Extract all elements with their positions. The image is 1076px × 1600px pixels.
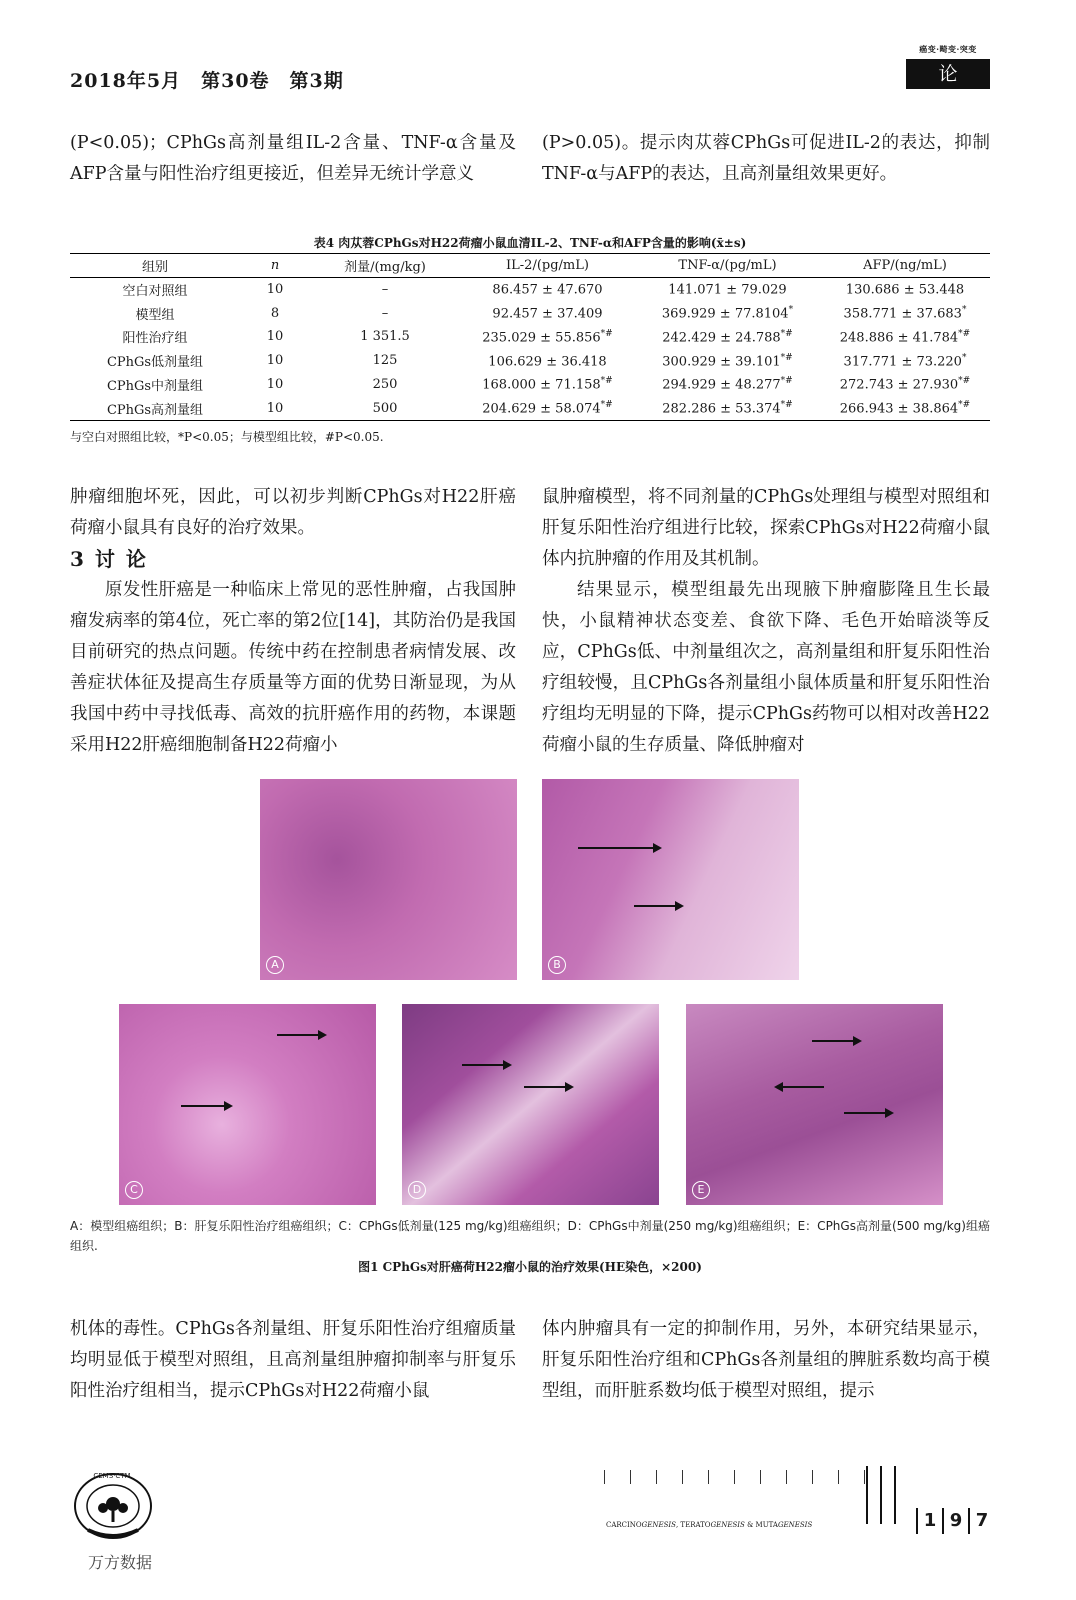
table-cell: 1 351.5 <box>360 329 410 345</box>
table-cell: 86.457 ± 47.670 <box>492 282 603 298</box>
journal-keywords: 癌变·畸变·突变 <box>919 44 977 54</box>
table-cell: 8 <box>270 305 280 321</box>
table-cell: 358.771 ± 37.683* <box>843 305 967 322</box>
micrograph-panel-a <box>260 779 517 980</box>
figure-caption: 图1 CPhGs对肝癌荷H22瘤小鼠的治疗效果(HE染色，×200) <box>358 1260 702 1274</box>
micrograph-panel-c <box>119 1004 376 1205</box>
table-body <box>70 278 990 421</box>
table-cell: 248.886 ± 41.784*# <box>839 328 971 346</box>
table-row <box>70 301 990 325</box>
table-cell: 282.286 ± 53.374*# <box>635 396 820 420</box>
panel-label: B <box>548 956 566 974</box>
arrow-marker <box>462 1064 510 1066</box>
table-cell: 模型组 <box>135 307 175 323</box>
table-cell: 266.943 ± 38.864*# <box>820 396 990 420</box>
column-header: AFP/(ng/mL) <box>820 254 990 278</box>
paragraph: 机体的毒性。CPhGs各剂量组、肝复乐阳性治疗组瘤质量均明显低于模型对照组，且高剂量组肿瘤抑制率与肝复乐阳性治疗组相当，提示CPhGs对H22荷瘤小鼠 <box>70 1319 516 1401</box>
table-cell: 300.929 ± 39.101*# <box>662 352 793 369</box>
top-right-column <box>542 128 990 190</box>
table-cell: 106.629 ± 36.418 <box>488 353 607 369</box>
table-cell: – <box>381 282 389 298</box>
table-header-row <box>70 254 990 278</box>
table-cell: 92.457 ± 37.409 <box>492 306 603 322</box>
table-cell: 10 <box>266 353 284 369</box>
table-cell: 317.771 ± 73.220* <box>843 352 967 369</box>
table-row <box>70 325 990 349</box>
table-footnote: 与空白对照组比较，*P<0.05；与模型组比较，#P<0.05. <box>70 430 384 444</box>
table-cell: 130.686 ± 53.448 <box>845 282 965 298</box>
table-cell: 500 <box>310 396 460 420</box>
column-header: 组别 <box>70 254 240 278</box>
page-digit: 9 <box>942 1508 968 1534</box>
paragraph: 结果显示，模型组最先出现腋下肿瘤膨隆且生长最快，小鼠精神状态变差、食欲下降、毛色开始暗淡等反应，CPhGs低、中剂量组次之，高剂量组和肝复乐阳性治疗组较慢，且CPhGs各剂量组小鼠体质量和肝复乐阳性治疗组均无明显的下降，提示CPhGs药物可以相对改善H22荷瘤小鼠的生存质量、降低肿瘤对 <box>542 580 990 755</box>
paragraph: 体内肿瘤具有一定的抑制作用，另外，本研究结果显示，肝复乐阳性治疗组和CPhGs各剂量组的脾脏系数均高于模型组，而肝脏系数均低于模型对照组，提示 <box>542 1319 990 1401</box>
table-cell: 272.743 ± 27.930*# <box>839 376 971 393</box>
table-row <box>70 278 990 302</box>
page-digit: 1 <box>916 1508 942 1534</box>
table-row <box>70 349 990 373</box>
table-cell: 250 <box>372 377 398 393</box>
paragraph: (P<0.05)；CPhGs高剂量组IL-2含量、TNF-α含量及AFP含量与阳性治疗组更接近，但差异无统计学意义 <box>70 133 516 184</box>
table-cell: 空白对照组 <box>122 284 188 300</box>
column-header: IL-2/(pg/mL) <box>460 254 635 278</box>
divider <box>880 1466 882 1524</box>
micrograph-panel-b <box>542 779 799 980</box>
micrograph-panel-d <box>402 1004 659 1205</box>
table-cell: 294.929 ± 48.277*# <box>662 376 793 393</box>
column-header: 剂量/(mg/kg) <box>310 254 460 278</box>
table-cell: 204.629 ± 58.074*# <box>460 396 635 420</box>
decorative-bars <box>600 1470 900 1484</box>
page-digit: 7 <box>968 1508 994 1534</box>
table-cell: CPhGs低剂量组 <box>106 355 204 371</box>
table-cell: – <box>381 305 389 321</box>
column-header: n <box>240 254 310 278</box>
column-header: TNF-α/(pg/mL) <box>635 254 820 278</box>
table-caption: 表4 肉苁蓉CPhGs对H22荷瘤小鼠血清IL-2、TNF-α和AFP含量的影响(x̄±s) <box>313 236 747 250</box>
body2-right-column <box>542 1314 990 1407</box>
paragraph: 鼠肿瘤模型，将不同剂量的CPhGs处理组与模型对照组和肝复乐阳性治疗组进行比较，探索CPhGs对H22荷瘤小鼠体内抗肿瘤的作用及其机制。 <box>542 487 990 569</box>
paragraph: (P>0.05)。提示肉苁蓉CPhGs可促进IL-2的表达，抑制TNF-α与AFP的表达，且高剂量组效果更好。 <box>542 133 990 184</box>
micrograph-panel-e <box>686 1004 943 1205</box>
panel-label: E <box>692 1181 710 1199</box>
arrow-marker <box>844 1112 892 1114</box>
table-cell: 10 <box>266 329 284 345</box>
arrow-marker <box>181 1105 231 1107</box>
table-cell: CPhGs中剂量组 <box>106 379 204 395</box>
journal-issue-header: 2018年5月 第30卷 第3期 <box>70 70 344 92</box>
section-heading: 3 讨 论 <box>70 547 148 571</box>
watermark-text: 万方数据 <box>88 1553 153 1572</box>
figure-legend: A：模型组癌组织；B：肝复乐阳性治疗组癌组织；C：CPhGs低剂量(125 mg/kg)组癌组织；D：CPhGs中剂量(250 mg/kg)组癌组织；E：CPhGs高剂量(500 mg/kg)组癌组织. <box>70 1219 990 1253</box>
body2-left-column <box>70 1314 516 1407</box>
table-row <box>70 373 990 397</box>
table-cell: 242.429 ± 24.788*# <box>662 328 793 346</box>
table-cell: 235.029 ± 55.856*# <box>482 328 613 346</box>
table-cell: 125 <box>372 353 398 369</box>
divider <box>894 1466 896 1524</box>
paragraph: 肿瘤细胞坏死，因此，可以初步判断CPhGs对H22肝癌荷瘤小鼠具有良好的治疗效果。 <box>70 487 516 538</box>
table-cell: 10 <box>266 377 284 393</box>
table-cell: CPhGs高剂量组 <box>70 396 240 420</box>
arrow-marker <box>578 847 660 849</box>
paragraph: 原发性肝癌是一种临床上常见的恶性肿瘤，占我国肿瘤发病率的第4位，死亡率的第2位[14]，其防治仍是我国目前研究的热点问题。传统中药在控制患者病情发展、改善症状体征及提高生存质量等方面的优势日渐显现，为从我国中药中寻找低毒、高效的抗肝癌作用的药物，本课题采用H22肝癌细胞制备H22荷瘤小 <box>70 580 516 755</box>
table-cell: 369.929 ± 77.8104* <box>661 305 794 322</box>
data-table <box>70 253 990 421</box>
body-left-column <box>70 482 516 761</box>
panel-label: A <box>266 956 284 974</box>
divider <box>866 1466 868 1524</box>
panel-label: C <box>125 1181 143 1199</box>
panel-label: D <box>408 1181 426 1199</box>
section-label: 论著 <box>906 59 990 89</box>
table-cell: 168.000 ± 71.158*# <box>482 376 613 393</box>
table-cell: 141.071 ± 79.029 <box>668 282 787 298</box>
top-left-column <box>70 128 516 190</box>
table-row <box>70 396 990 420</box>
section-badge <box>906 44 990 115</box>
arrow-marker <box>277 1034 325 1036</box>
society-logo <box>70 1470 156 1556</box>
arrow-marker <box>634 905 682 907</box>
arrow-marker <box>812 1040 860 1042</box>
page-number <box>916 1508 994 1534</box>
table-cell: 阳性治疗组 <box>122 331 188 347</box>
table-cell: 10 <box>240 396 310 420</box>
body-right-column <box>542 482 990 761</box>
journal-name: CARCINOGENESIS, TERATOGENESIS & MUTAGENESIS <box>606 1521 813 1529</box>
arrow-marker <box>776 1086 824 1088</box>
logo-text: CEMS·CTM <box>93 1472 131 1480</box>
table-cell: 10 <box>266 282 284 298</box>
arrow-marker <box>524 1086 572 1088</box>
